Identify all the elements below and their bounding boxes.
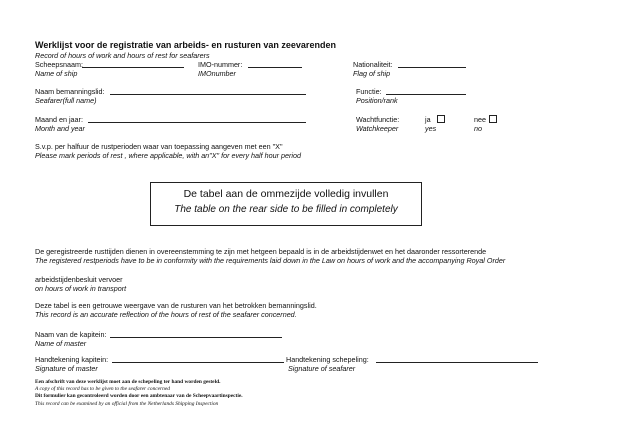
month-year-label: Maand en jaar: <box>35 115 83 124</box>
footer-inspection-note-en: This record can be examined by an official from the Netherlands Shipping Inspection <box>35 401 219 407</box>
yes-label: ja <box>425 115 431 124</box>
seafarer-signature-field[interactable] <box>376 362 538 363</box>
ship-name-label: Scheepsnaam: <box>35 60 83 69</box>
yes-label-en: yes <box>425 124 437 133</box>
registered-statement-en: The registered restperiods have to be in conformity with the requirements laid down in the Law on hours of work and the accompanying Royal Order <box>35 256 506 265</box>
ship-name-label-en: Name of ship <box>35 69 78 78</box>
registered-statement: De geregistreerde rusttijden dienen in overeenstemming te zijn met hetgeen bepaald is in de arbeidstijdenwet en het daaronder ressorterende <box>35 247 487 256</box>
instructions-text: S.v.p. per halfuur de rustperioden waar van toepassing aangeven met een "X" <box>35 142 283 151</box>
function-label-en: Position/rank <box>356 96 398 105</box>
crew-name-label-en: Seafarer(full name) <box>35 96 97 105</box>
watch-label: Wachtfunctie: <box>356 115 400 124</box>
nationality-field[interactable] <box>398 67 466 68</box>
master-signature-label: Handtekening kapitein: <box>35 355 109 364</box>
nationality-label: Nationaliteit: <box>353 60 393 69</box>
function-field[interactable] <box>386 94 466 95</box>
footer-inspection-note: Dit formulier kan gecontroleerd worden door een ambtenaar van de Scheepvaartinspectie. <box>35 393 243 399</box>
watch-label-en: Watchkeeper <box>356 124 399 133</box>
ship-name-field[interactable] <box>82 67 184 68</box>
no-label: nee <box>474 115 486 124</box>
seafarer-signature-label-en: Signature of seafarer <box>288 364 356 373</box>
nationality-label-en: Flag of ship <box>353 69 391 78</box>
crew-name-field[interactable] <box>110 94 306 95</box>
instructions-text-en: Please mark periods of rest , where applicable, with an"X" for every half hour period <box>35 151 301 160</box>
master-name-label: Naam van de kapitein: <box>35 330 107 339</box>
decree-statement: arbeidstijdenbesluit vervoer <box>35 275 123 284</box>
footer-copy-note: Een afschrift van deze werklijst moet aan de schepeling ter hand worden gesteld. <box>35 379 221 385</box>
decree-statement-en: on hours of work in transport <box>35 284 127 293</box>
no-label-en: no <box>474 124 482 133</box>
notice-text-en: The table on the rear side to be filled in completely <box>174 204 398 215</box>
footer-copy-note-en: A copy of this record has to be given to the seafarer concerned <box>35 386 170 392</box>
master-signature-field[interactable] <box>112 362 284 363</box>
form-subtitle: Record of hours of work and hours of rest for seafarers <box>35 51 210 60</box>
yes-checkbox[interactable] <box>437 115 445 123</box>
month-year-field[interactable] <box>88 122 306 123</box>
notice-text: De tabel aan de ommezijde volledig invullen <box>183 188 389 200</box>
form-title: Werklijst voor de registratie van arbeids- en rusturen van zeevarenden <box>35 40 336 50</box>
master-name-label-en: Name of master <box>35 339 87 348</box>
imo-label: IMO-nummer: <box>198 60 243 69</box>
crew-name-label: Naam bemanningslid: <box>35 87 105 96</box>
function-label: Functie: <box>356 87 382 96</box>
master-signature-label-en: Signature of master <box>35 364 98 373</box>
accurate-statement-en: This record is an accurate reflection of the hours of rest of the seafarer concerned. <box>35 310 297 319</box>
imo-label-en: IMOnumber <box>198 69 236 78</box>
no-checkbox[interactable] <box>489 115 497 123</box>
accurate-statement: Deze tabel is een getrouwe weergave van de rusturen van het betrokken bemanningslid. <box>35 301 317 310</box>
seafarer-signature-label: Handtekening schepeling: <box>286 355 369 364</box>
master-name-field[interactable] <box>110 337 282 338</box>
month-year-label-en: Month and year <box>35 124 85 133</box>
notice-box <box>150 182 422 226</box>
imo-field[interactable] <box>248 67 302 68</box>
